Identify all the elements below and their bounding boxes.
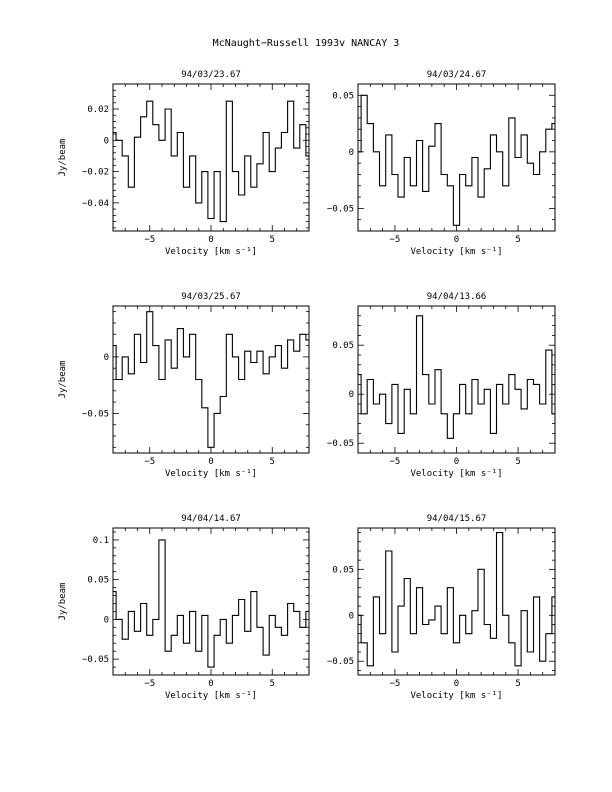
spectrum-panel-1 <box>58 70 309 257</box>
x-axis-label: Velocity [km s⁻¹] <box>164 691 258 701</box>
y-tick-label: 0 <box>348 611 354 622</box>
y-tick-label: −0.05 <box>326 657 354 668</box>
y-tick-label: 0.05 <box>332 91 354 102</box>
panel-title: 94/04/15.67 <box>426 514 487 524</box>
y-axis-label: Jy/beam <box>58 582 68 621</box>
x-tick-label: 0 <box>208 679 214 689</box>
panel-title: 94/03/23.67 <box>181 70 241 80</box>
x-tick-label: 5 <box>269 457 275 467</box>
x-tick-label: −5 <box>389 235 401 245</box>
y-tick-label: 0 <box>103 136 109 147</box>
y-tick-label: −0.02 <box>81 167 109 178</box>
x-tick-label: 0 <box>453 679 460 689</box>
x-tick-label: 0 <box>208 457 214 467</box>
plot-frame <box>113 306 309 453</box>
x-tick-label: 0 <box>453 457 460 467</box>
y-tick-label: 0.05 <box>332 565 354 576</box>
spectrum-panel-3 <box>58 292 309 479</box>
spectrum-series-line <box>113 312 309 448</box>
plot-frame <box>358 84 555 231</box>
panel-title: 94/03/24.67 <box>426 70 487 80</box>
spectrum-series-line <box>113 540 309 667</box>
y-axis-label: Jy/beam <box>58 138 68 177</box>
y-tick-label: 0.05 <box>87 575 109 586</box>
y-tick-label: −0.05 <box>326 439 354 450</box>
spectrum-series-line <box>358 95 555 225</box>
panel-title: 94/04/14.67 <box>181 514 241 524</box>
spectrum-series-line <box>113 101 309 221</box>
x-tick-label: 5 <box>515 457 521 467</box>
y-tick-label: 0 <box>348 390 354 401</box>
plot-frame <box>358 528 555 675</box>
x-axis-label: Velocity [km s⁻¹] <box>164 247 258 257</box>
x-tick-label: 5 <box>515 235 521 245</box>
y-tick-label: −0.05 <box>326 204 354 215</box>
x-tick-label: 0 <box>208 235 214 245</box>
plot-frame <box>358 306 555 453</box>
y-tick-label: 0 <box>103 615 109 626</box>
y-tick-label: 0.1 <box>92 535 109 546</box>
panel-title: 94/04/13.66 <box>426 292 487 302</box>
page-title: McNaught−Russell 1993v NANCAY 3 <box>212 38 400 49</box>
panel-title: 94/03/25.67 <box>181 292 241 302</box>
y-tick-label: 0.05 <box>332 341 354 352</box>
y-axis-label: Jy/beam <box>58 360 68 399</box>
x-tick-label: −5 <box>144 457 156 467</box>
y-tick-label: −0.04 <box>81 198 109 209</box>
plot-frame <box>113 528 309 675</box>
x-axis-label: Velocity [km s⁻¹] <box>164 469 258 479</box>
spectrum-series-line <box>358 316 555 439</box>
spectrum-panel-4 <box>327 292 555 479</box>
x-tick-label: −5 <box>389 679 401 689</box>
spectrum-panel-6 <box>327 514 555 701</box>
spectrum-panel-2 <box>327 70 555 257</box>
plot-frame <box>113 84 309 231</box>
x-axis-label: Velocity [km s⁻¹] <box>410 469 503 479</box>
y-tick-label: 0 <box>348 147 354 158</box>
x-tick-label: 5 <box>515 679 521 689</box>
x-tick-label: 5 <box>269 235 275 245</box>
x-tick-label: 5 <box>269 679 275 689</box>
spectrum-panel-5 <box>58 514 309 701</box>
y-tick-label: −0.05 <box>81 409 109 420</box>
spectrum-series-line <box>358 533 555 666</box>
x-tick-label: 0 <box>453 235 460 245</box>
x-tick-label: −5 <box>389 457 401 467</box>
x-tick-label: −5 <box>144 679 156 689</box>
x-tick-label: −5 <box>144 235 156 245</box>
x-axis-label: Velocity [km s⁻¹] <box>410 691 503 701</box>
y-tick-label: −0.05 <box>81 655 109 666</box>
x-axis-label: Velocity [km s⁻¹] <box>410 247 503 257</box>
y-tick-label: 0 <box>103 352 109 363</box>
y-tick-label: 0.02 <box>87 105 109 116</box>
